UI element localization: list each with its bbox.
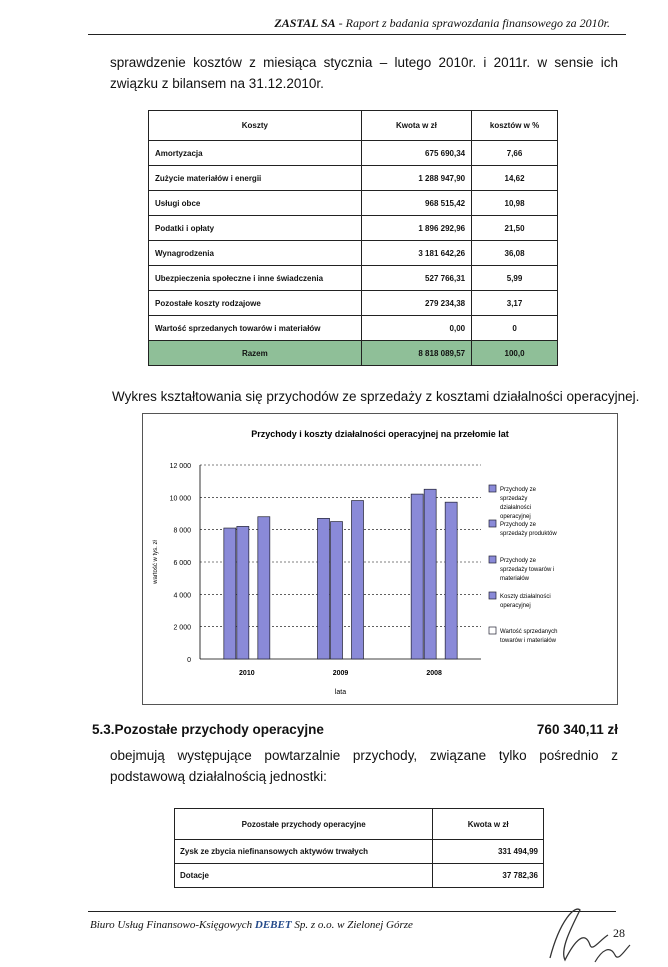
page-header bbox=[274, 16, 610, 31]
legend-label: operacyjnej bbox=[500, 603, 531, 609]
section-text: obejmują występujące powtarzalnie przychody, związane tylko pośrednio z podstawową działalnością jednostki: bbox=[110, 748, 618, 784]
col-header: Koszty bbox=[149, 111, 362, 141]
cell-label: Ubezpieczenia społeczne i inne świadczenia bbox=[149, 266, 362, 291]
legend-label: Przychody ze bbox=[500, 558, 537, 564]
bar bbox=[411, 494, 423, 659]
total-amount: 8 818 089,57 bbox=[361, 341, 471, 366]
cell-label: Pozostałe koszty rodzajowe bbox=[149, 291, 362, 316]
x-tick-label: 2008 bbox=[426, 670, 442, 677]
cost-row bbox=[149, 191, 558, 216]
cell-label: Podatki i opłaty bbox=[149, 216, 362, 241]
bar bbox=[331, 522, 343, 659]
x-tick-label: 2009 bbox=[332, 670, 349, 677]
legend-label: działalności bbox=[500, 505, 532, 511]
signature-icon bbox=[530, 900, 640, 967]
cell-label: Wartość sprzedanych towarów i materiałów bbox=[149, 316, 362, 341]
y-tick-label: 2 000 bbox=[173, 624, 191, 632]
total-row bbox=[149, 341, 558, 366]
cell-percent: 5,99 bbox=[472, 266, 558, 291]
legend-label: Koszty działalności bbox=[500, 594, 551, 600]
legend-swatch bbox=[489, 627, 496, 634]
cost-row bbox=[149, 266, 558, 291]
cost-table-header bbox=[149, 111, 558, 141]
cell-percent: 21,50 bbox=[472, 216, 558, 241]
legend-label: Przychody ze bbox=[500, 522, 537, 528]
chart-caption: Wykres kształtowania się przychodów ze sprzedaży z kosztami działalności operacyjnej. bbox=[112, 389, 640, 404]
legend-swatch bbox=[489, 556, 496, 563]
y-tick-label: 4 000 bbox=[173, 592, 191, 600]
legend-label: Wartość sprzedanych bbox=[500, 629, 558, 635]
section-title: 5.3.Pozostałe przychody operacyjne bbox=[92, 722, 324, 737]
cell-label: Zużycie materiałów i energii bbox=[149, 166, 362, 191]
footer-pre: Biuro Usług Finansowo-Księgowych bbox=[90, 919, 255, 931]
bar bbox=[445, 502, 457, 659]
bar bbox=[352, 501, 364, 659]
legend-label: Przychody ze bbox=[500, 487, 537, 493]
header-title: - Raport z badania sprawozdania finansowego za 2010r. bbox=[335, 16, 610, 30]
cell-percent: 10,98 bbox=[472, 191, 558, 216]
x-tick-label: 2010 bbox=[239, 670, 255, 677]
cell-percent: 14,62 bbox=[472, 166, 558, 191]
cell-amount: 3 181 642,26 bbox=[361, 241, 471, 266]
cell-amount: 279 234,38 bbox=[361, 291, 471, 316]
legend-label: sprzedaży produktów bbox=[500, 531, 557, 537]
cell-percent: 3,17 bbox=[472, 291, 558, 316]
income-table bbox=[174, 808, 544, 888]
y-tick-label: 12 000 bbox=[169, 463, 191, 470]
chart-container bbox=[142, 413, 618, 705]
col-header: Kwota w zł bbox=[433, 809, 544, 840]
header-rule bbox=[88, 34, 626, 35]
cell-amount: 1 896 292,96 bbox=[361, 216, 471, 241]
footer-post: Sp. z o.o. w Zielonej Górze bbox=[291, 919, 413, 931]
cell-label: Wynagrodzenia bbox=[149, 241, 362, 266]
legend-swatch bbox=[489, 520, 496, 527]
y-tick-label: 10 000 bbox=[169, 495, 191, 503]
legend-label: towarów i materiałów bbox=[500, 638, 557, 644]
col-header: Kwota w zł bbox=[361, 111, 471, 141]
cost-row bbox=[149, 141, 558, 166]
cell-label: Amortyzacja bbox=[149, 141, 362, 166]
cost-table bbox=[148, 110, 558, 366]
bar bbox=[424, 489, 436, 659]
chart-title: Przychody i koszty działalności operacyjnej na przełomie lat bbox=[251, 429, 509, 439]
income-row bbox=[175, 864, 544, 888]
cell-amount: 1 288 947,90 bbox=[361, 166, 471, 191]
cost-row bbox=[149, 291, 558, 316]
cell-amount: 675 690,34 bbox=[361, 141, 471, 166]
cell-label: Zysk ze zbycia niefinansowych aktywów trwałych bbox=[175, 840, 433, 864]
footer bbox=[90, 919, 413, 931]
cost-row bbox=[149, 316, 558, 341]
cell-label: Usługi obce bbox=[149, 191, 362, 216]
y-tick-label: 0 bbox=[187, 657, 191, 664]
header-company: ZASTAL SA bbox=[274, 16, 336, 30]
cost-row bbox=[149, 166, 558, 191]
page-number: 28 bbox=[613, 926, 625, 940]
legend-label: sprzedaży bbox=[500, 496, 528, 502]
cell-percent: 36,08 bbox=[472, 241, 558, 266]
cell-percent: 7,66 bbox=[472, 141, 558, 166]
legend-label: sprzedaży towarów i bbox=[500, 567, 555, 573]
legend-swatch bbox=[489, 485, 496, 492]
cost-row bbox=[149, 241, 558, 266]
cell-amount: 0,00 bbox=[361, 316, 471, 341]
income-row bbox=[175, 840, 544, 864]
bar-chart bbox=[143, 414, 617, 704]
x-axis-label: lata bbox=[334, 689, 347, 696]
bar bbox=[318, 518, 330, 659]
total-label: Razem bbox=[149, 341, 362, 366]
cell-amount: 527 766,31 bbox=[361, 266, 471, 291]
bar bbox=[237, 526, 249, 659]
cell-amount: 331 494,99 bbox=[433, 840, 544, 864]
intro-paragraph: sprawdzenie kosztów z miesiąca stycznia – lutego 2010r. i 2011r. w sensie ich związku z bilansem na 31.12.2010r. bbox=[110, 55, 618, 91]
income-table-header bbox=[175, 809, 544, 840]
col-header: kosztów w % bbox=[472, 111, 558, 141]
cell-amount: 37 782,36 bbox=[433, 864, 544, 888]
y-axis-label: wartość w tys. zł bbox=[153, 540, 159, 584]
y-tick-label: 8 000 bbox=[173, 527, 191, 535]
bar bbox=[224, 528, 236, 659]
bar bbox=[258, 517, 270, 659]
legend-label: materiałów bbox=[500, 576, 530, 582]
y-tick-label: 6 000 bbox=[173, 560, 191, 567]
section-amount: 760 340,11 zł bbox=[536, 722, 618, 737]
total-percent: 100,0 bbox=[472, 341, 558, 366]
legend-swatch bbox=[489, 592, 496, 599]
footer-brand: DEBET bbox=[254, 919, 292, 931]
legend-label: operacyjnej bbox=[500, 514, 531, 520]
cell-amount: 968 515,42 bbox=[361, 191, 471, 216]
cell-label: Dotacje bbox=[175, 864, 433, 888]
cost-row bbox=[149, 216, 558, 241]
cell-percent: 0 bbox=[472, 316, 558, 341]
col-header: Pozostałe przychody operacyjne bbox=[175, 809, 433, 840]
